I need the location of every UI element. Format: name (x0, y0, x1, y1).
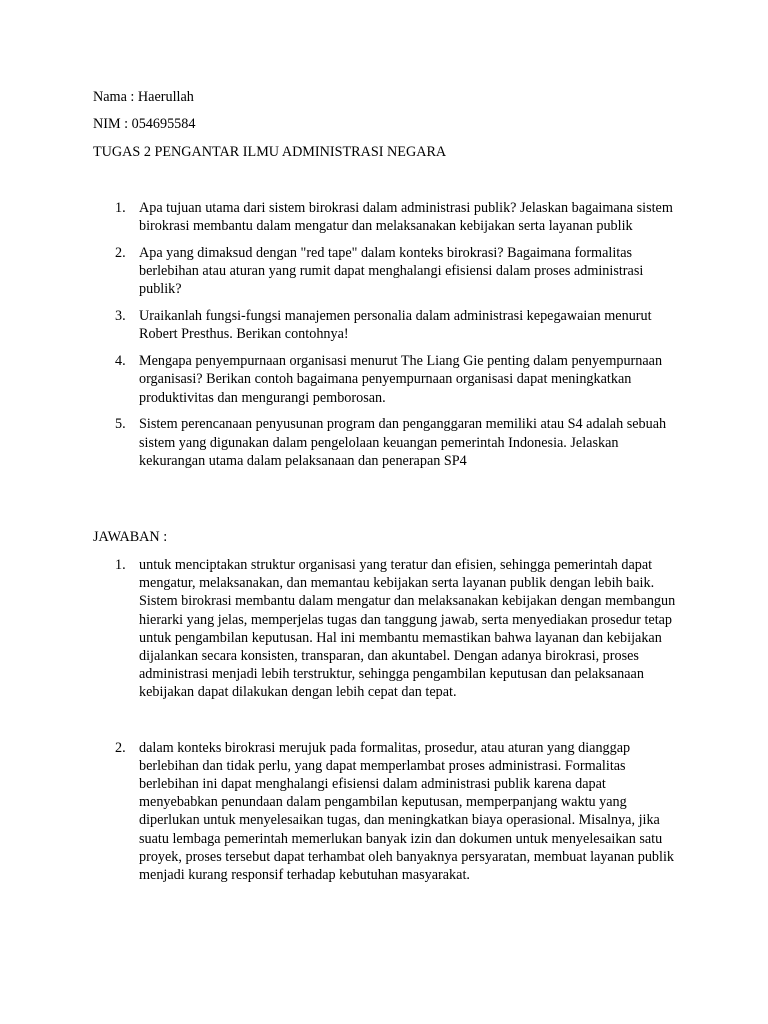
answer-item (93, 739, 683, 885)
question-item (93, 415, 683, 470)
student-name: Nama : Haerullah (93, 89, 194, 105)
question-item (93, 307, 683, 343)
question-item (93, 199, 683, 235)
question-text: Sistem perencanaan penyusunan program dan penganggaran memiliki atau S4 adalah sebuah sistem yang digunakan dalam pengelolaan keuangan pemerintah Indonesia. Jelaskan kekurangan utama dalam pelaksanaan dan penerapan SP4 (139, 416, 667, 469)
answer-text: untuk menciptakan struktur organisasi yang teratur dan efisien, sehingga pemerintah dapat mengatur, melaksanakan, dan memantau kebijakan serta layanan publik dengan lebih baik. Sistem birokrasi membantu dalam mengatur dan melaksanakan kebijakan dengan membangun hierarki yang jelas, memperjelas tugas dan tanggung jawab, serta menyediakan prosedur tetap untuk pengambilan keputusan. Hal ini membantu memastikan bahwa layanan dan kebijakan dijalankan secara konsisten, transparan, dan akuntabel. Dengan adanya birokrasi, proses administrasi menjadi lebih terstruktur, sehingga pengambilan keputusan dan pelaksanaan kebijakan dapat dilakukan dengan lebih cepat dan tepat. (139, 557, 676, 701)
question-item (93, 352, 683, 407)
answer-item (93, 556, 683, 702)
answers-heading: JAWABAN : (93, 529, 168, 545)
question-item (93, 244, 683, 299)
student-nim: NIM : 054695584 (93, 116, 196, 132)
assignment-title: TUGAS 2 PENGANTAR ILMU ADMINISTRASI NEGARA (93, 144, 447, 160)
answer-number: 2. (115, 739, 126, 756)
question-text: Uraikanlah fungsi-fungsi manajemen personalia dalam administrasi kepegawaian menurut Robert Presthus. Berikan contohnya! (139, 308, 652, 343)
question-number: 2. (115, 245, 126, 261)
answer-text: dalam konteks birokrasi merujuk pada formalitas, prosedur, atau aturan yang dianggap berlebihan dan tidak perlu, yang dapat memperlambat proses administrasi. Formalitas berlebihan ini dapat menghalangi efisiensi dalam administrasi publik karena dapat menyebabkan penundaan dalam pengambilan keputusan, memperpanjang waktu yang diperlukan untuk menyelesaikan tugas, dan meningkatkan biaya operasional. Misalnya, jika suatu lembaga pemerintah memerlukan banyak izin dan dokumen untuk menyelesaikan satu proyek, proses tersebut dapat terhambat oleh banyaknya persyaratan, membuat layanan publik menjadi kurang responsif terhadap kebutuhan masyarakat. (139, 739, 674, 884)
question-number: 3. (115, 308, 126, 325)
question-number: 1. (115, 200, 126, 216)
question-number: 4. (115, 353, 126, 370)
answer-number: 1. (115, 557, 126, 573)
question-text: Apa tujuan utama dari sistem birokrasi dalam administrasi publik? Jelaskan bagaimana sistem birokrasi membantu dalam mengatur dan melaksanakan kebijakan serta layanan publik (139, 200, 673, 235)
question-text: Apa yang dimaksud dengan "red tape" dalam konteks birokrasi? Bagaimana formalitas berlebihan atau aturan yang rumit dapat menghalangi efisiensi dalam proses administrasi publik? (139, 245, 644, 298)
question-number: 5. (115, 416, 126, 433)
question-text: Mengapa penyempurnaan organisasi menurut The Liang Gie penting dalam penyempurnaan organisasi? Berikan contoh bagaimana penyempurnaan organisasi dapat meningkatkan produktivitas dan mengurangi pemborosan. (139, 353, 663, 406)
question-list (93, 199, 683, 479)
answer-list (93, 556, 683, 884)
